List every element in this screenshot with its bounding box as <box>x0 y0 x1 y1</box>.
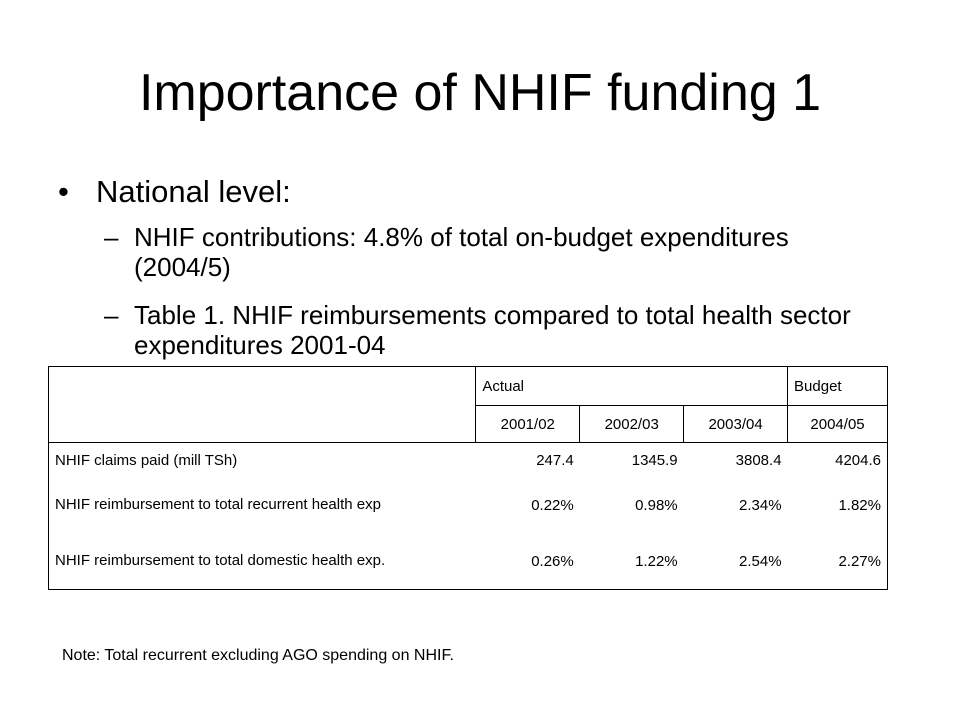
budget-header: Budget <box>788 367 888 406</box>
sub-item-contributions <box>104 222 864 282</box>
row-label: NHIF reimbursement to total domestic health exp. <box>55 552 386 569</box>
actual-header: Actual <box>476 367 788 406</box>
table-cell: 1.82% <box>838 496 881 514</box>
table-cell: 0.22% <box>531 496 574 514</box>
table-group-header-row <box>49 367 888 406</box>
table-cell: 0.98% <box>635 496 678 514</box>
table-cell: 2.54% <box>739 552 782 570</box>
table-row <box>49 443 888 478</box>
year-header: 2002/03 <box>580 406 684 443</box>
table-cell: 3808.4 <box>735 451 782 469</box>
bullet-national-level <box>58 172 291 212</box>
sub-item-table-caption <box>104 300 864 360</box>
row-label: NHIF claims paid (mill TSh) <box>55 451 238 469</box>
table-row <box>49 477 888 533</box>
table-cell: 4204.6 <box>835 451 881 469</box>
sub-item-text: NHIF contributions: 4.8% of total on-budget expenditures (2004/5) <box>134 222 789 282</box>
dash-icon: – <box>104 300 119 330</box>
dash-icon: – <box>104 222 119 252</box>
year-header: 2004/05 <box>788 406 888 443</box>
year-header: 2001/02 <box>476 406 580 443</box>
sub-item-text: Table 1. NHIF reimbursements compared to total health sector expenditures 2001-04 <box>134 300 851 360</box>
table-cell: 1345.9 <box>631 451 678 469</box>
table-cell: 247.4 <box>536 451 574 469</box>
bullet-dot-icon: • <box>58 174 69 209</box>
reimbursement-table <box>48 366 888 590</box>
table-cell: 0.26% <box>531 552 574 570</box>
table-cell: 1.22% <box>635 552 678 570</box>
table-cell: 2.34% <box>739 496 782 514</box>
row-label: NHIF reimbursement to total recurrent health exp <box>55 496 381 513</box>
table-corner-cell <box>49 367 476 443</box>
table-cell: 2.27% <box>838 552 881 570</box>
table-row <box>49 533 888 590</box>
slide-title: Importance of NHIF funding 1 <box>138 64 822 122</box>
bullet-text: National level: <box>96 174 291 209</box>
year-header: 2003/04 <box>684 406 788 443</box>
table-note: Note: Total recurrent excluding AGO spending on NHIF. <box>62 647 454 664</box>
